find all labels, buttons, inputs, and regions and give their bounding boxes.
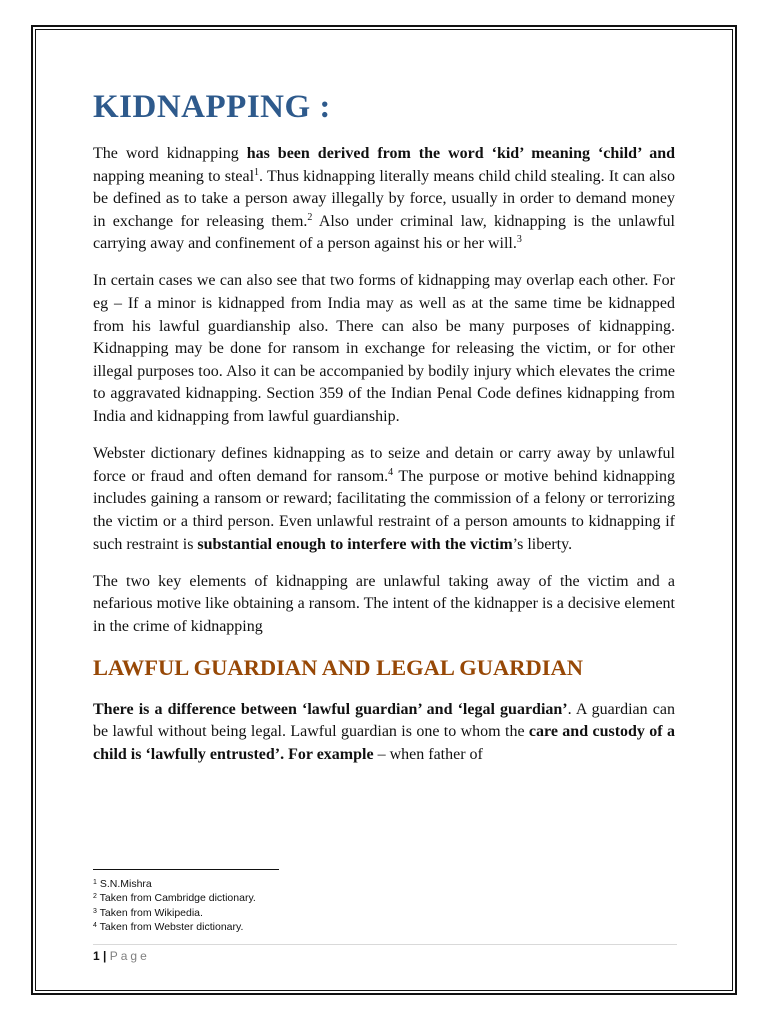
footnote-ref-4[interactable]: 4: [388, 466, 394, 478]
page-number: 1: [93, 949, 100, 963]
paragraph-elements: The two key elements of kidnapping are unlawful taking away of the victim and a nefarious motive like obtaining a ransom. The intent of the kidnapper is a decisive element in the crime of kidnapping: [93, 572, 675, 635]
document-body: [93, 84, 675, 781]
page-footer: 1 | Page: [93, 949, 150, 963]
document-title: KIDNAPPING :: [93, 89, 331, 125]
footnote-item: $^3$ Taken from Wikipedia.: [93, 906, 203, 919]
paragraph-forms: In certain cases we can also see that two forms of kidnapping may overlap each other. For eg – If a minor is kidnapped from India may as well as at the same time be kidnapped from his lawful guardianship also. There can also be many purposes of kidnapping. Kidnapping may be done for ransom in exchange for releasing the victim, or for other illegal purposes too. Also it can be accompanied by bodily injury which elevates the crime to aggravated kidnapping. Section 359 of the Indian Penal Code defines kidnapping from India and kidnapping from lawful guardianship.: [93, 272, 675, 426]
paragraph-webster: Webster dictionary defines kidnapping as to seize and detain or carry away by unlawful force or fraud and often demand for ransom.$^4$ The purpose or motive behind kidnapping includes gaining a ransom or reward; facilitating the commission of a felony or terrorizing the victim or a third person. Even unlawful restraint of a person amounts to kidnapping if such restraint is substantial enough to interfere with the victim’s liberty.: [93, 445, 676, 553]
footnote-ref-3[interactable]: 3: [516, 234, 522, 246]
footnote-item: $^4$ Taken from Webster dictionary.: [93, 921, 244, 934]
footnote-separator: [93, 869, 279, 870]
footnote-ref-2[interactable]: 2: [307, 211, 313, 223]
page-label: Page: [109, 949, 150, 963]
footer-divider: [93, 944, 677, 945]
footnotes: [93, 877, 493, 935]
section-heading: LAWFUL GUARDIAN AND LEGAL GUARDIAN: [93, 654, 584, 680]
paragraph-guardian: There is a difference between ‘lawful guardian’ and ‘legal guardian’. A guardian can be lawful without being legal. Lawful guardian is one to whom the care and custody of a child is ‘lawfully entrusted’. For example – when father of: [93, 700, 676, 764]
footnote-ref-1[interactable]: 1: [254, 166, 260, 178]
footnote-item: $^2$ Taken from Cambridge dictionary.: [93, 892, 256, 905]
paragraph-definition: The word kidnapping has been derived from the word ‘kid’ meaning ‘child’ and napping meaning to steal$^1$. Thus kidnapping literally means child child stealing. It can also be defined as to take a person away illegally by force, usually in order to demand money in exchange for releasing them.$^2$ Also under criminal law, kidnapping is the unlawful carrying away and confinement of a person against his or her will.$^3$: [93, 145, 675, 253]
footnote-item: $^1$ S.N.Mishra: [93, 878, 152, 890]
